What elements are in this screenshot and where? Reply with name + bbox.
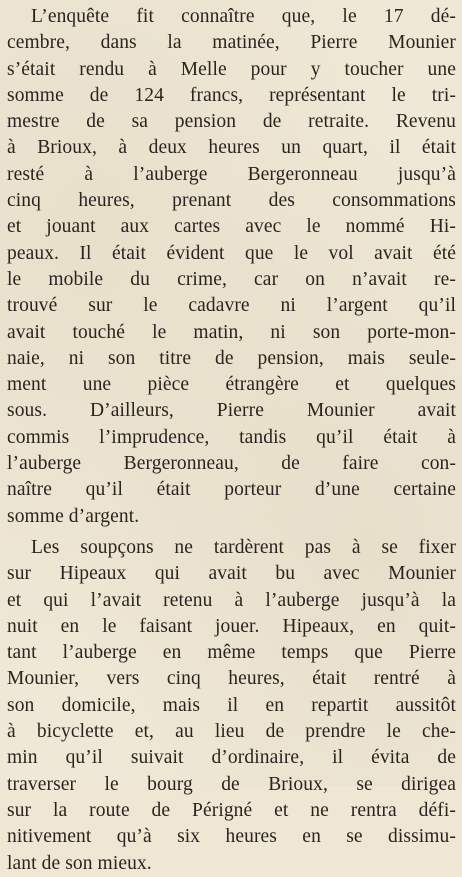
text-line: à bicyclette et, au lieu de prendre le che- — [7, 721, 456, 743]
text-line: commis l’imprudence, tandis qu’il était à — [7, 426, 456, 448]
text-line: s’était rendu à Melle pour y toucher une — [7, 58, 456, 80]
text-line: à Brioux, à deux heures un quart, il était — [7, 137, 456, 159]
text-line: peaux. Il était évident que le vol avait été — [7, 242, 456, 264]
text-line: trouvé sur le cadavre ni l’argent qu’il — [7, 295, 456, 317]
text-line: nitivement qu’à six heures en se dissimu- — [7, 826, 456, 848]
text-line: L’enquête fit connaître que, le 17 dé- — [31, 6, 456, 27]
text-line: resté à l’auberge Bergeronneau jusqu’à — [7, 163, 456, 185]
text-line: sous. D’ailleurs, Pierre Mounier avait — [7, 400, 456, 422]
text-line: sur la route de Périgné et ne rentra défi- — [7, 799, 456, 821]
text-line: cembre, dans la matinée, Pierre Mounier — [7, 32, 456, 54]
text-line: mestre de sa pension de retraite. Revenu — [7, 111, 456, 133]
text-line: Mounier, vers cinq heures, était rentré à — [7, 668, 456, 690]
text-line: Les soupçons ne tardèrent pas à se fixer — [31, 536, 456, 558]
text-line: lant de son mieux. — [7, 852, 152, 874]
text-line: min qu’il suivait d’ordinaire, il évita de — [7, 747, 456, 769]
text-line: nuit en le faisant jouer. Hipeaux, en quit- — [7, 615, 456, 637]
text-line: tant l’auberge en même temps que Pierre — [7, 642, 456, 664]
text-line: sur Hipeaux qui avait bu avec Mounier — [7, 563, 456, 585]
text-line: le mobile du crime, car on n’avait re- — [7, 268, 456, 290]
text-line: ment une pièce étrangère et quelques — [7, 374, 456, 396]
article-paragraph-1 — [7, 4, 456, 530]
text-line: avait touché le matin, ni son porte-mon- — [7, 321, 456, 343]
text-line: naître qu’il était porteur d’une certaine — [7, 479, 456, 501]
text-line: somme d’argent. — [7, 505, 140, 527]
text-line: et jouant aux cartes avec le nommé Hi- — [7, 216, 456, 238]
article-paragraph-2 — [7, 535, 456, 877]
text-line: traverser le bourg de Brioux, se dirigea — [7, 773, 456, 795]
text-line: et qui l’avait retenu à l’auberge jusqu’à la — [7, 589, 456, 611]
text-line: naie, ni son titre de pension, mais seule- — [7, 347, 456, 369]
text-line: l’auberge Bergeronneau, de faire con- — [7, 453, 456, 475]
text-line: somme de 124 francs, représentant le tri- — [7, 84, 456, 106]
text-line: son domicile, mais il en repartit aussitôt — [7, 694, 456, 716]
text-line: cinq heures, prenant des consommations — [7, 190, 456, 212]
